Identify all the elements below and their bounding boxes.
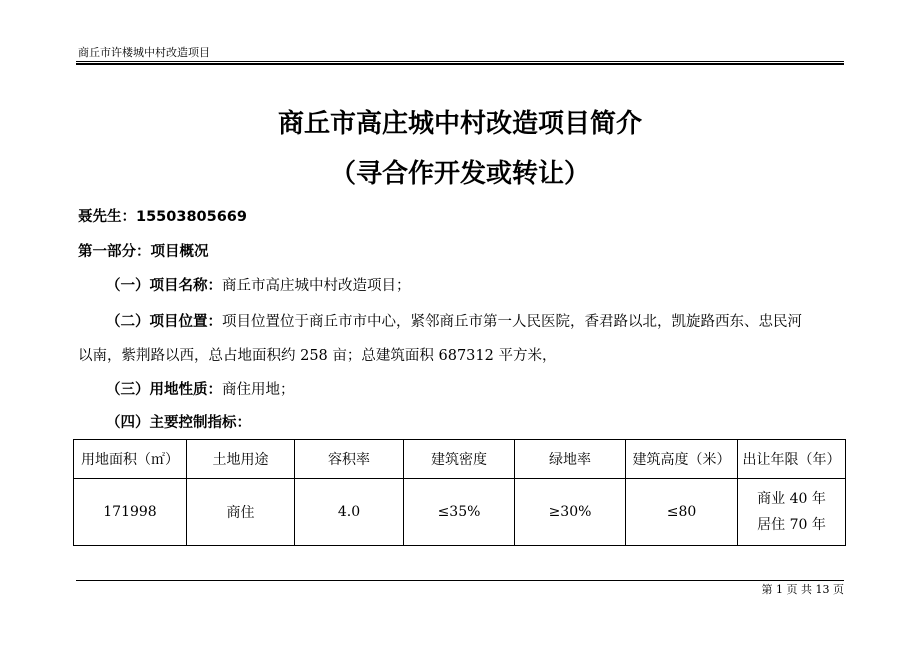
item-value: 项目位置位于商丘市市中心，紧邻商丘市第一人民医院，香君路以北，凯旋路西东、忠民河: [222, 314, 802, 330]
contact-label: 聂先生：: [78, 209, 136, 225]
item-indicators-label: （四）主要控制指标：: [106, 415, 251, 431]
item-location-continued: 以南，紫荆路以西，总占地面积约 258 亩；总建筑面积 687312 平方米，: [78, 348, 557, 364]
term-residential: 居住 70 年: [757, 517, 826, 533]
contact-phone: 15503805669: [136, 209, 247, 225]
table-cell-term: [738, 479, 846, 546]
page-header: 商丘市许楼城中村改造项目: [78, 46, 210, 59]
term-commercial: 商业 40 年: [757, 491, 826, 507]
table-row: [74, 479, 846, 546]
footer-rule: [76, 580, 844, 581]
contact-line: [78, 207, 844, 227]
table-header-cell: 用地面积（㎡）: [74, 440, 187, 479]
item-project-location: [106, 312, 872, 332]
table-header-cell: 容积率: [295, 440, 404, 479]
control-indicators-table: [73, 439, 846, 546]
table-cell-area: 171998: [74, 479, 187, 546]
item-label: （一）项目名称：: [106, 278, 222, 294]
table-cell-use: 商住: [187, 479, 295, 546]
item-land-use: [106, 380, 872, 400]
table-cell-far: 4.0: [295, 479, 404, 546]
item-value: 商丘市高庄城中村改造项目；: [222, 278, 411, 294]
item-project-name: [106, 276, 872, 296]
item-value: 商住用地；: [222, 382, 295, 398]
table-cell-density: ≤35%: [404, 479, 515, 546]
table-header-cell: 出让年限（年）: [738, 440, 846, 479]
table-cell-height: ≤80: [626, 479, 738, 546]
table-header-cell: 建筑密度: [404, 440, 515, 479]
item-label: （二）项目位置：: [106, 314, 222, 330]
header-rule-thick: [76, 63, 844, 65]
document-title: 商丘市高庄城中村改造项目简介: [277, 109, 642, 139]
table-header-row: [74, 440, 846, 479]
table-header-cell: 建筑高度（米）: [626, 440, 738, 479]
table-header-cell: 土地用途: [187, 440, 295, 479]
table-header-cell: 绿地率: [515, 440, 626, 479]
section-heading: 第一部分：项目概况: [78, 244, 209, 260]
item-label: （三）用地性质：: [106, 382, 222, 398]
header-rule: [76, 61, 844, 62]
page-number: 第 1 页 共 13 页: [761, 583, 844, 596]
table-cell-green: ≥30%: [515, 479, 626, 546]
document-subtitle: （寻合作开发或转让）: [329, 159, 590, 189]
